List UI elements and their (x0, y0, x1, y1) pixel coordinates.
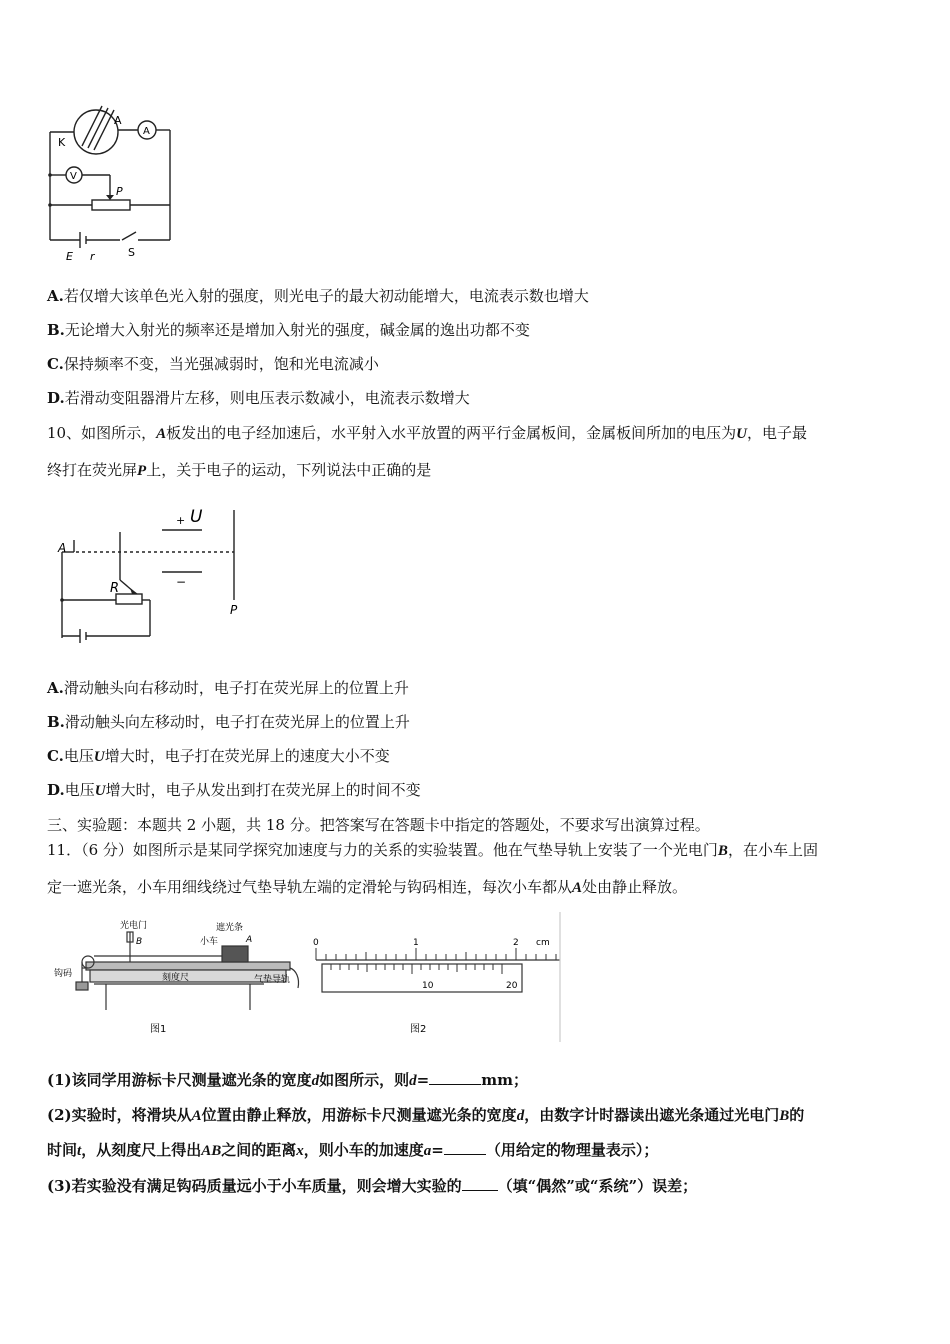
q11-stem-line1: 11．（6 分）如图所示是某同学探究加速度与力的关系的实验装置。他在气垫导轨上安装了一个光电门B，在小车上固 (47, 841, 818, 859)
vernier-20: 20 (506, 981, 518, 991)
deflection-setup-figure (50, 500, 250, 650)
q10-option-a: A.滑动触头向右移动时，电子打在荧光屏上的位置上升 (47, 679, 409, 697)
q11-stem-line2: 定一遮光条，小车用细线绕过气垫导轨左端的定滑轮与钩码相连，每次小车都从A处由静止释放。 (47, 878, 688, 896)
answer-blank-acceleration[interactable] (444, 1140, 486, 1155)
q10-option-c: C.电压U增大时，电子打在荧光屏上的速度大小不变 (47, 747, 390, 765)
air-track-and-caliper-diagram (50, 912, 570, 1042)
junction-dot (48, 173, 52, 177)
label-K: K (58, 136, 66, 149)
q9-option-c: C.保持频率不变，当光强减弱时，饱和光电流减小 (47, 355, 379, 373)
section-3-heading: 三、实验题：本题共 2 小题，共 18 分。把答案写在答题卡中指定的答题处，不要求写出演算过程。 (47, 816, 710, 834)
answer-blank-d[interactable] (429, 1070, 481, 1085)
main-scale-2: 2 (513, 938, 519, 948)
q11-part-2-line1: (2)实验时，将滑块从A位置由静止释放，用游标卡尺测量遮光条的宽度d，由数字计时器读出遮光条通过光电门B的 (47, 1106, 805, 1124)
photogate-label: 光电门 (120, 921, 148, 931)
plus-sign: + (176, 514, 186, 527)
q11-part-3: (3)若实验没有满足钩码质量远小于小车质量，则会增大实验的 （填“偶然”或“系统”）误差； (47, 1177, 698, 1195)
rheostat (116, 594, 142, 604)
slider-arrow (106, 195, 114, 200)
air-track-label: 气垫导轨 (254, 975, 291, 985)
q10-option-d: D.电压U增大时，电子从发出到打在荧光屏上的时间不变 (47, 781, 421, 799)
q11-part-2-line2: 时间t，从刻度尺上得出AB之间的距离x，则小车的加速度a= （用给定的物理量表示）； (47, 1141, 659, 1159)
main-scale-1: 1 (413, 938, 419, 948)
cart-A-label: A (246, 935, 253, 945)
shading-strip-label: 遮光条 (216, 923, 244, 933)
rheostat (92, 200, 130, 210)
q10-stem-line1: 10、如图所示，A板发出的电子经加速后，水平射入水平放置的两平行金属板间，金属板间所加的电压为U，电子最 (47, 424, 807, 442)
label-r: r (90, 250, 95, 263)
main-scale-ticks (316, 948, 556, 960)
vernier-scale-ticks (322, 964, 502, 974)
label-E: E (66, 250, 73, 263)
weight-label: 钩码 (54, 969, 73, 979)
label-R: R (110, 581, 120, 596)
figure-2-caption: 图2 (410, 1024, 427, 1035)
cart-label: 小车 (200, 937, 219, 947)
air-track (86, 962, 290, 970)
label-P: P (116, 185, 123, 198)
photoelectric-circuit-figure (44, 98, 184, 264)
figure-1-caption: 图1 (150, 1024, 167, 1035)
label-A: A (58, 541, 67, 555)
voltmeter-label: V (70, 171, 77, 182)
ammeter-label: A (143, 126, 150, 137)
q10-stem-line2: 终打在荧光屏P上，关于电子的运动，下列说法中正确的是 (47, 461, 432, 479)
q9-option-a: A.若仅增大该单色光入射的强度，则光电子的最大初动能增大，电流表示数也增大 (47, 287, 589, 305)
hanging-weight (76, 982, 88, 990)
minus-sign: − (176, 575, 187, 589)
air-hose (290, 968, 299, 988)
main-scale-0: 0 (313, 938, 319, 948)
junction-dot (48, 203, 52, 207)
deflection-setup-diagram (50, 500, 250, 650)
label-P: P (230, 603, 238, 617)
vernier-10: 10 (422, 981, 434, 991)
label-U: U (190, 507, 203, 527)
label-A: A (114, 114, 122, 127)
label-S: S (128, 246, 135, 259)
main-scale-unit: cm (536, 938, 550, 948)
q9-option-b: B.无论增大入射光的频率还是增加入射光的强度，碱金属的逸出功都不变 (47, 321, 530, 339)
ruler-label: 刻度尺 (162, 973, 190, 983)
junction-dot (60, 598, 64, 602)
q11-part-1: (1)该同学用游标卡尺测量遮光条的宽度d如图所示，则d= mm； (47, 1071, 528, 1089)
photoelectric-circuit-diagram (44, 98, 184, 264)
answer-blank-error-type[interactable] (462, 1176, 498, 1191)
air-track-figure (50, 912, 570, 1042)
q10-option-b: B.滑动触头向左移动时，电子打在荧光屏上的位置上升 (47, 713, 410, 731)
switch-blade (122, 232, 136, 240)
cart (222, 946, 248, 962)
q9-option-d: D.若滑动变阻器滑片左移，则电压表示数减小，电流表示数增大 (47, 389, 470, 407)
photogate-B-label: B (136, 937, 143, 947)
slider-arrow (130, 588, 138, 594)
